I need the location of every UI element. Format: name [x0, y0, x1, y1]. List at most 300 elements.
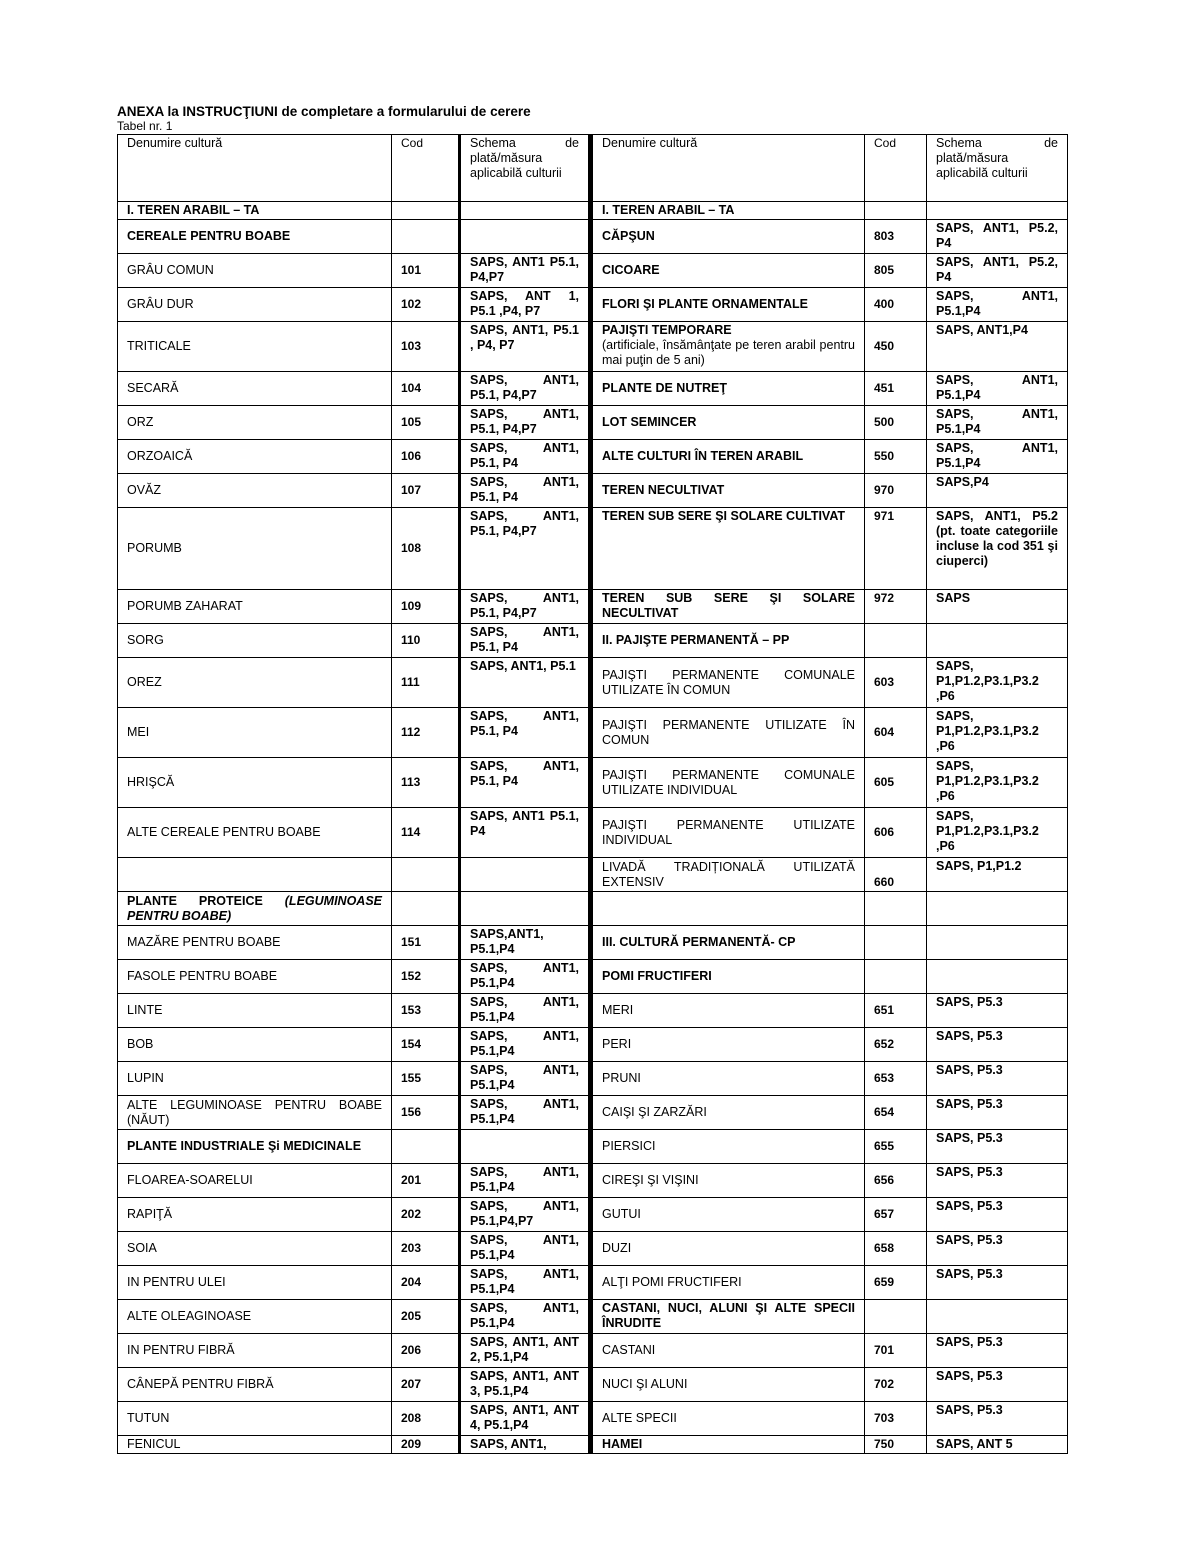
crop-code-right: 803 — [865, 220, 927, 254]
crop-name-right — [591, 1232, 865, 1266]
crop-name-text: NUCI ŞI ALUNI — [602, 1377, 688, 1391]
crop-code-left: 114 — [392, 808, 460, 858]
payment-scheme-right: SAPS, P1,P1.2,P3.1,P3.2 ,P6 — [927, 708, 1068, 758]
crop-name-right — [591, 1028, 865, 1062]
crop-name-text: CICOARE — [602, 263, 660, 277]
crop-name-text: ALTE SPECII — [602, 1411, 677, 1425]
crop-name-right — [591, 440, 865, 474]
crop-code-right: 656 — [865, 1164, 927, 1198]
payment-scheme-right: SAPS, P5.3 — [927, 1028, 1068, 1062]
crop-code-right: 660 — [865, 858, 927, 892]
crop-name-text: BOB — [127, 1037, 154, 1051]
crop-code-right — [865, 960, 927, 994]
crop-name-text: MAZĂRE PENTRU BOABE — [127, 935, 281, 949]
payment-scheme-right: SAPS, P5.3 — [927, 1334, 1068, 1368]
payment-scheme-left — [460, 892, 591, 926]
crop-name-text: ALTE LEGUMINOASE PENTRU BOABE (NĂUT) — [127, 1097, 382, 1127]
crop-name-text: PAJIŞTI PERMANENTE UTILIZATE ÎN COMUN — [602, 717, 855, 747]
crop-name-text: CEREALE PENTRU BOABE — [127, 229, 291, 243]
crop-name-right — [591, 254, 865, 288]
crop-code-right: 970 — [865, 474, 927, 508]
crop-code-left: 154 — [392, 1028, 460, 1062]
crop-name-left — [118, 288, 392, 322]
table-row — [118, 202, 1068, 220]
crop-name-right — [591, 1096, 865, 1130]
header-crop-name-right: Denumire cultură — [591, 135, 865, 202]
crop-name-right — [591, 1266, 865, 1300]
payment-scheme-left: SAPS, ANT1, P5.1, P4 — [460, 624, 591, 658]
header-crop-name: Denumire cultură — [118, 135, 392, 202]
crop-code-right: 750 — [865, 1436, 927, 1454]
crop-name-right — [591, 508, 865, 590]
crop-code-left: 202 — [392, 1198, 460, 1232]
crop-code-left: 109 — [392, 590, 460, 624]
crop-code-left: 112 — [392, 708, 460, 758]
payment-scheme-right: SAPS, P5.3 — [927, 1096, 1068, 1130]
table-row — [118, 508, 1068, 590]
payment-scheme-right — [927, 926, 1068, 960]
crop-code-right: 450 — [865, 322, 927, 372]
crop-name-right — [591, 758, 865, 808]
crop-name-text: ALTE CEREALE PENTRU BOABE — [127, 825, 321, 839]
payment-scheme-right: SAPS, P5.3 — [927, 1232, 1068, 1266]
table-row — [118, 590, 1068, 624]
table-row — [118, 1096, 1068, 1130]
payment-scheme-left: SAPS, ANT1, P5.1, P4,P7 — [460, 508, 591, 590]
table-row — [118, 474, 1068, 508]
payment-scheme-left: SAPS, ANT 1, P5.1 ,P4, P7 — [460, 288, 591, 322]
payment-scheme-left — [460, 202, 591, 220]
payment-scheme-right: SAPS, P5.3 — [927, 1130, 1068, 1164]
crop-name-left — [118, 440, 392, 474]
table-row — [118, 1164, 1068, 1198]
crop-name-right — [591, 892, 865, 926]
crop-code-right: 658 — [865, 1232, 927, 1266]
crop-code-left: 105 — [392, 406, 460, 440]
crop-name-text: PERI — [602, 1037, 632, 1051]
crop-code-left: 103 — [392, 322, 460, 372]
crop-name-left — [118, 624, 392, 658]
table-row — [118, 1402, 1068, 1436]
table-row — [118, 1266, 1068, 1300]
payment-scheme-left — [460, 1130, 591, 1164]
payment-scheme-right: SAPS, ANT1, P5.2, P4 — [927, 220, 1068, 254]
crop-code-left: 151 — [392, 926, 460, 960]
crop-name-text: CASTANI, NUCI, ALUNI ŞI ALTE SPECII ÎNRUDITE — [602, 1301, 855, 1330]
crop-code-right: 805 — [865, 254, 927, 288]
payment-scheme-left: SAPS, ANT1, — [460, 1436, 591, 1454]
table-row — [118, 808, 1068, 858]
crop-name-description: (artificiale, însămânţate pe teren arabil pentru mai puţin de 5 ani) — [602, 338, 855, 367]
crop-name-text: GRÂU COMUN — [127, 263, 214, 277]
crop-name-left — [118, 1198, 392, 1232]
crop-name-left — [118, 1334, 392, 1368]
crop-name-left — [118, 1436, 392, 1454]
crop-name-left — [118, 926, 392, 960]
crop-code-left: 108 — [392, 508, 460, 590]
crop-name-left — [118, 1164, 392, 1198]
crop-code-left: 206 — [392, 1334, 460, 1368]
table-caption: Tabel nr. 1 — [117, 119, 173, 133]
payment-scheme-left: SAPS, ANT1, P5.1,P4 — [460, 960, 591, 994]
payment-scheme-left: SAPS, ANT1, P5.1,P4 — [460, 994, 591, 1028]
crop-name-left — [118, 994, 392, 1028]
payment-scheme-left: SAPS, ANT1, P5.1,P4 — [460, 1028, 591, 1062]
crop-name-left — [118, 1368, 392, 1402]
crop-code-left: 204 — [392, 1266, 460, 1300]
crop-code-left: 110 — [392, 624, 460, 658]
crop-name-text: TEREN NECULTIVAT — [602, 483, 725, 497]
crop-code-right: 550 — [865, 440, 927, 474]
payment-scheme-left: SAPS, ANT1, P5.1, P4,P7 — [460, 406, 591, 440]
payment-scheme-right: SAPS, ANT1,P4 — [927, 322, 1068, 372]
payment-scheme-right: SAPS, ANT1, P5.2, P4 — [927, 254, 1068, 288]
crop-name-text: ORZ — [127, 415, 154, 429]
crop-code-right: 701 — [865, 1334, 927, 1368]
crop-name-left — [118, 1096, 392, 1130]
payment-scheme-right: SAPS, P1,P1.2 — [927, 858, 1068, 892]
crop-name-left — [118, 372, 392, 406]
table-row — [118, 1130, 1068, 1164]
payment-scheme-right: SAPS, ANT1, P5.1,P4 — [927, 288, 1068, 322]
crop-name-right — [591, 288, 865, 322]
crop-code-right: 605 — [865, 758, 927, 808]
payment-scheme-left: SAPS, ANT1, P5.1,P4 — [460, 1096, 591, 1130]
table-row — [118, 406, 1068, 440]
crop-name-text: ALTE OLEAGINOASE — [127, 1309, 252, 1323]
crop-name-text: LINTE — [127, 1003, 163, 1017]
crop-code-right — [865, 892, 927, 926]
payment-scheme-right: SAPS,P4 — [927, 474, 1068, 508]
payment-scheme-right: SAPS, ANT1, P5.2 (pt. toate categoriile incluse la cod 351 şi ciuperci) — [927, 508, 1068, 590]
crop-name-text: PRUNI — [602, 1071, 641, 1085]
crop-name-right — [591, 406, 865, 440]
crop-name-right — [591, 590, 865, 624]
crop-code-right: 606 — [865, 808, 927, 858]
table-row — [118, 758, 1068, 808]
crop-code-right: 971 — [865, 508, 927, 590]
payment-scheme-right: SAPS, ANT1, P5.1,P4 — [927, 440, 1068, 474]
payment-scheme-right: SAPS — [927, 590, 1068, 624]
crop-name-right — [591, 1198, 865, 1232]
crop-code-right: 702 — [865, 1368, 927, 1402]
document — [117, 104, 1067, 1454]
crop-name-left — [118, 708, 392, 758]
crop-code-left: 207 — [392, 1368, 460, 1402]
crops-table-body — [118, 135, 1068, 1454]
crop-code-left: 106 — [392, 440, 460, 474]
crop-code-right: 651 — [865, 994, 927, 1028]
table-row — [118, 322, 1068, 372]
table-row — [118, 892, 1068, 926]
crop-name-text: IN PENTRU ULEI — [127, 1275, 226, 1289]
crop-name-text: SOIA — [127, 1241, 157, 1255]
payment-scheme-left: SAPS, ANT1, P5.1,P4 — [460, 1300, 591, 1334]
crop-name-text: GRÂU DUR — [127, 297, 194, 311]
crop-name-text: MERI — [602, 1003, 634, 1017]
crop-name-text: TRITICALE — [127, 339, 191, 353]
crop-name-right — [591, 808, 865, 858]
crop-code-left: 155 — [392, 1062, 460, 1096]
crop-name-left — [118, 858, 392, 892]
crop-code-right: 653 — [865, 1062, 927, 1096]
crop-name-text: LIVADĂ TRADIȚIONALĂ UTILIZATĂ EXTENSIV — [602, 859, 855, 889]
payment-scheme-left: SAPS, ANT1, P5.1 , P4, P7 — [460, 322, 591, 372]
crop-name-right — [591, 372, 865, 406]
crop-name-text: LUPIN — [127, 1071, 164, 1085]
crop-name-text: OVĂZ — [127, 483, 162, 497]
table-row — [118, 1300, 1068, 1334]
crop-name-right — [591, 708, 865, 758]
table-row — [118, 440, 1068, 474]
table-row — [118, 624, 1068, 658]
crop-name-left — [118, 1062, 392, 1096]
crop-code-right: 654 — [865, 1096, 927, 1130]
payment-scheme-right: SAPS, P5.3 — [927, 1266, 1068, 1300]
crop-name-left — [118, 658, 392, 708]
crop-name-text: RAPIŢĂ — [127, 1207, 173, 1221]
payment-scheme-left: SAPS, ANT1, ANT 3, P5.1,P4 — [460, 1368, 591, 1402]
table-row — [118, 220, 1068, 254]
crop-code-left: 113 — [392, 758, 460, 808]
table-row — [118, 1062, 1068, 1096]
payment-scheme-right — [927, 624, 1068, 658]
crop-name-right — [591, 1368, 865, 1402]
payment-scheme-left: SAPS, ANT1, P5.1,P4 — [460, 1266, 591, 1300]
crop-name-right — [591, 858, 865, 892]
crop-code-right — [865, 1300, 927, 1334]
payment-scheme-left: SAPS, ANT1, P5.1,P4 — [460, 1232, 591, 1266]
crop-code-right: 400 — [865, 288, 927, 322]
crop-code-left: 208 — [392, 1402, 460, 1436]
crop-code-right: 603 — [865, 658, 927, 708]
crop-name-right — [591, 322, 865, 372]
header-code: Cod — [392, 135, 460, 202]
payment-scheme-right: SAPS, ANT1, P5.1,P4 — [927, 372, 1068, 406]
crop-code-left: 104 — [392, 372, 460, 406]
crop-name-right — [591, 1164, 865, 1198]
payment-scheme-left: SAPS, ANT1, P5.1,P4 — [460, 1164, 591, 1198]
crop-name-right — [591, 960, 865, 994]
crop-name-text: TEREN SUB SERE ŞI SOLARE NECULTIVAT — [602, 591, 855, 620]
crop-name-right — [591, 220, 865, 254]
payment-scheme-right: SAPS, P5.3 — [927, 1062, 1068, 1096]
table-row — [118, 1198, 1068, 1232]
crop-name-right — [591, 658, 865, 708]
payment-scheme-right — [927, 1300, 1068, 1334]
crop-code-left: 152 — [392, 960, 460, 994]
crop-name-right — [591, 994, 865, 1028]
crop-code-left: 107 — [392, 474, 460, 508]
crop-name-text: FLOAREA-SOARELUI — [127, 1173, 253, 1187]
crop-name-right — [591, 1130, 865, 1164]
crop-name-text: TUTUN — [127, 1411, 170, 1425]
crop-name-right — [591, 1062, 865, 1096]
crop-code-left — [392, 1130, 460, 1164]
table-row — [118, 1334, 1068, 1368]
payment-scheme-left: SAPS, ANT1, P5.1, P4 — [460, 440, 591, 474]
crop-name-left — [118, 960, 392, 994]
crop-name-right — [591, 624, 865, 658]
crop-name-text: I. TEREN ARABIL – TA — [602, 203, 735, 217]
document-title: ANEXA la INSTRUCŢIUNI de completare a formularului de cerere — [117, 104, 531, 119]
crop-code-left — [392, 858, 460, 892]
table-row — [118, 254, 1068, 288]
crop-name-text: PORUMB ZAHARAT — [127, 599, 243, 613]
table-row — [118, 858, 1068, 892]
crop-name-left — [118, 322, 392, 372]
crop-code-left: 101 — [392, 254, 460, 288]
crop-code-right: 659 — [865, 1266, 927, 1300]
crop-name-text: CASTANI — [602, 1343, 656, 1357]
payment-scheme-left — [460, 858, 591, 892]
crop-name-right — [591, 1402, 865, 1436]
payment-scheme-right: SAPS, P5.3 — [927, 1368, 1068, 1402]
crop-name-text: PLANTE PROTEICE — [127, 893, 285, 908]
table-row — [118, 288, 1068, 322]
crop-name-left — [118, 406, 392, 440]
header-code-right: Cod — [865, 135, 927, 202]
crop-name-left — [118, 892, 392, 926]
crop-name-text: MEI — [127, 725, 150, 739]
crop-name-text: ALŢI POMI FRUCTIFERI — [602, 1275, 742, 1289]
table-row — [118, 1436, 1068, 1454]
crop-name-left — [118, 1028, 392, 1062]
crop-code-left: 205 — [392, 1300, 460, 1334]
payment-scheme-right: SAPS, P1,P1.2,P3.1,P3.2 ,P6 — [927, 758, 1068, 808]
crop-name-left — [118, 508, 392, 590]
crop-name-left — [118, 254, 392, 288]
crop-name-left — [118, 1266, 392, 1300]
crop-name-text: FASOLE PENTRU BOABE — [127, 969, 278, 983]
table-row — [118, 658, 1068, 708]
table-row — [118, 994, 1068, 1028]
crop-name-text: I. TEREN ARABIL – TA — [127, 203, 260, 217]
payment-scheme-right: SAPS, P1,P1.2,P3.1,P3.2 ,P6 — [927, 808, 1068, 858]
crop-code-left: 201 — [392, 1164, 460, 1198]
payment-scheme-left: SAPS, ANT1, P5.1, P4,P7 — [460, 372, 591, 406]
crop-name-left — [118, 474, 392, 508]
crop-name-text: PAJIŞTI TEMPORARE — [602, 323, 732, 337]
payment-scheme-right — [927, 202, 1068, 220]
crop-name-text: CAIŞI ŞI ZARZĂRI — [602, 1105, 707, 1119]
payment-scheme-right: SAPS, ANT1, P5.1,P4 — [927, 406, 1068, 440]
crop-code-left — [392, 202, 460, 220]
header-scheme-right: Schema de plată/măsura aplicabilă culturii — [927, 135, 1068, 202]
crop-code-left — [392, 892, 460, 926]
crop-code-right — [865, 202, 927, 220]
payment-scheme-left: SAPS, ANT1, P5.1, P4 — [460, 758, 591, 808]
payment-scheme-left: SAPS, ANT1, P5.1,P4,P7 — [460, 1198, 591, 1232]
crop-name-text: PORUMB — [127, 541, 182, 555]
payment-scheme-right: SAPS, P5.3 — [927, 1164, 1068, 1198]
crop-name-text: PAJIŞTI PERMANENTE UTILIZATE INDIVIDUAL — [602, 817, 855, 847]
crop-name-left — [118, 1402, 392, 1436]
crop-name-text: TEREN SUB SERE ŞI SOLARE CULTIVAT — [602, 509, 846, 523]
payment-scheme-right: SAPS, ANT 5 — [927, 1436, 1068, 1454]
crop-name-text: ORZOAICĂ — [127, 449, 193, 463]
table-row — [118, 1368, 1068, 1402]
crop-code-left: 153 — [392, 994, 460, 1028]
crop-code-right: 655 — [865, 1130, 927, 1164]
crop-code-left: 102 — [392, 288, 460, 322]
crop-name-left — [118, 220, 392, 254]
crop-name-text: FLORI ŞI PLANTE ORNAMENTALE — [602, 297, 809, 311]
crop-name-right — [591, 202, 865, 220]
crop-name-text: SECARĂ — [127, 381, 179, 395]
payment-scheme-left: SAPS, ANT1, P5.1 — [460, 658, 591, 708]
crop-code-right — [865, 624, 927, 658]
crop-name-text: GUTUI — [602, 1207, 641, 1221]
crop-name-text: OREZ — [127, 675, 162, 689]
crop-code-right: 657 — [865, 1198, 927, 1232]
crop-name-text: PLANTE DE NUTREŢ — [602, 381, 727, 395]
crop-name-text: HAMEI — [602, 1437, 643, 1451]
crop-name-left — [118, 758, 392, 808]
crop-name-text: FENICUL — [127, 1437, 181, 1451]
crop-name-text: ALTE CULTURI ÎN TEREN ARABIL — [602, 449, 804, 463]
crop-code-right: 652 — [865, 1028, 927, 1062]
crop-code-left: 156 — [392, 1096, 460, 1130]
crop-name-left — [118, 1300, 392, 1334]
table-row — [118, 960, 1068, 994]
crops-table — [117, 134, 1068, 1454]
crop-name-left — [118, 202, 392, 220]
payment-scheme-right — [927, 960, 1068, 994]
payment-scheme-left: SAPS, ANT1, ANT 4, P5.1,P4 — [460, 1402, 591, 1436]
crop-name-text: IN PENTRU FIBRĂ — [127, 1343, 235, 1357]
crop-name-text: CIREŞI ŞI VIŞINI — [602, 1173, 699, 1187]
payment-scheme-left: SAPS, ANT1 P5.1, P4,P7 — [460, 254, 591, 288]
crop-code-left: 209 — [392, 1436, 460, 1454]
table-header-row — [118, 135, 1068, 202]
crop-name-left — [118, 590, 392, 624]
crop-name-text: SORG — [127, 633, 164, 647]
crop-name-text: POMI FRUCTIFERI — [602, 969, 712, 983]
crop-name-text: PIERSICI — [602, 1139, 656, 1153]
crop-name-text: III. CULTURĂ PERMANENTĂ- CP — [602, 935, 796, 949]
payment-scheme-left — [460, 220, 591, 254]
table-row — [118, 1028, 1068, 1062]
crop-name-text: CÂNEPĂ PENTRU FIBRĂ — [127, 1377, 274, 1391]
payment-scheme-left: SAPS, ANT1, ANT 2, P5.1,P4 — [460, 1334, 591, 1368]
payment-scheme-right — [927, 892, 1068, 926]
payment-scheme-left: SAPS, ANT1, P5.1, P4,P7 — [460, 590, 591, 624]
crop-name-text: II. PAJIŞTE PERMANENTĂ – PP — [602, 633, 790, 647]
crop-name-text: PAJIŞTI PERMANENTE COMUNALE UTILIZATE INDIVIDUAL — [602, 767, 855, 797]
crop-name-right — [591, 1436, 865, 1454]
crop-code-left — [392, 220, 460, 254]
payment-scheme-right: SAPS, P5.3 — [927, 1198, 1068, 1232]
crop-name-text: HRIŞCĂ — [127, 775, 175, 789]
crop-name-note: (LEGUMINOASE PENTRU BOABE) — [127, 893, 382, 923]
payment-scheme-right: SAPS, P5.3 — [927, 1402, 1068, 1436]
table-row — [118, 1232, 1068, 1266]
crop-code-right: 604 — [865, 708, 927, 758]
table-row — [118, 708, 1068, 758]
table-row — [118, 372, 1068, 406]
crop-name-text: CĂPŞUN — [602, 229, 655, 243]
crop-code-right: 451 — [865, 372, 927, 406]
crop-name-text: PAJIŞTI PERMANENTE COMUNALE UTILIZATE ÎN COMUN — [602, 667, 855, 697]
payment-scheme-left: SAPS, ANT1, P5.1, P4 — [460, 708, 591, 758]
crop-code-right: 972 — [865, 590, 927, 624]
crop-code-left: 111 — [392, 658, 460, 708]
crop-code-right: 500 — [865, 406, 927, 440]
crop-name-right — [591, 926, 865, 960]
payment-scheme-right: SAPS, P5.3 — [927, 994, 1068, 1028]
crop-name-right — [591, 1300, 865, 1334]
